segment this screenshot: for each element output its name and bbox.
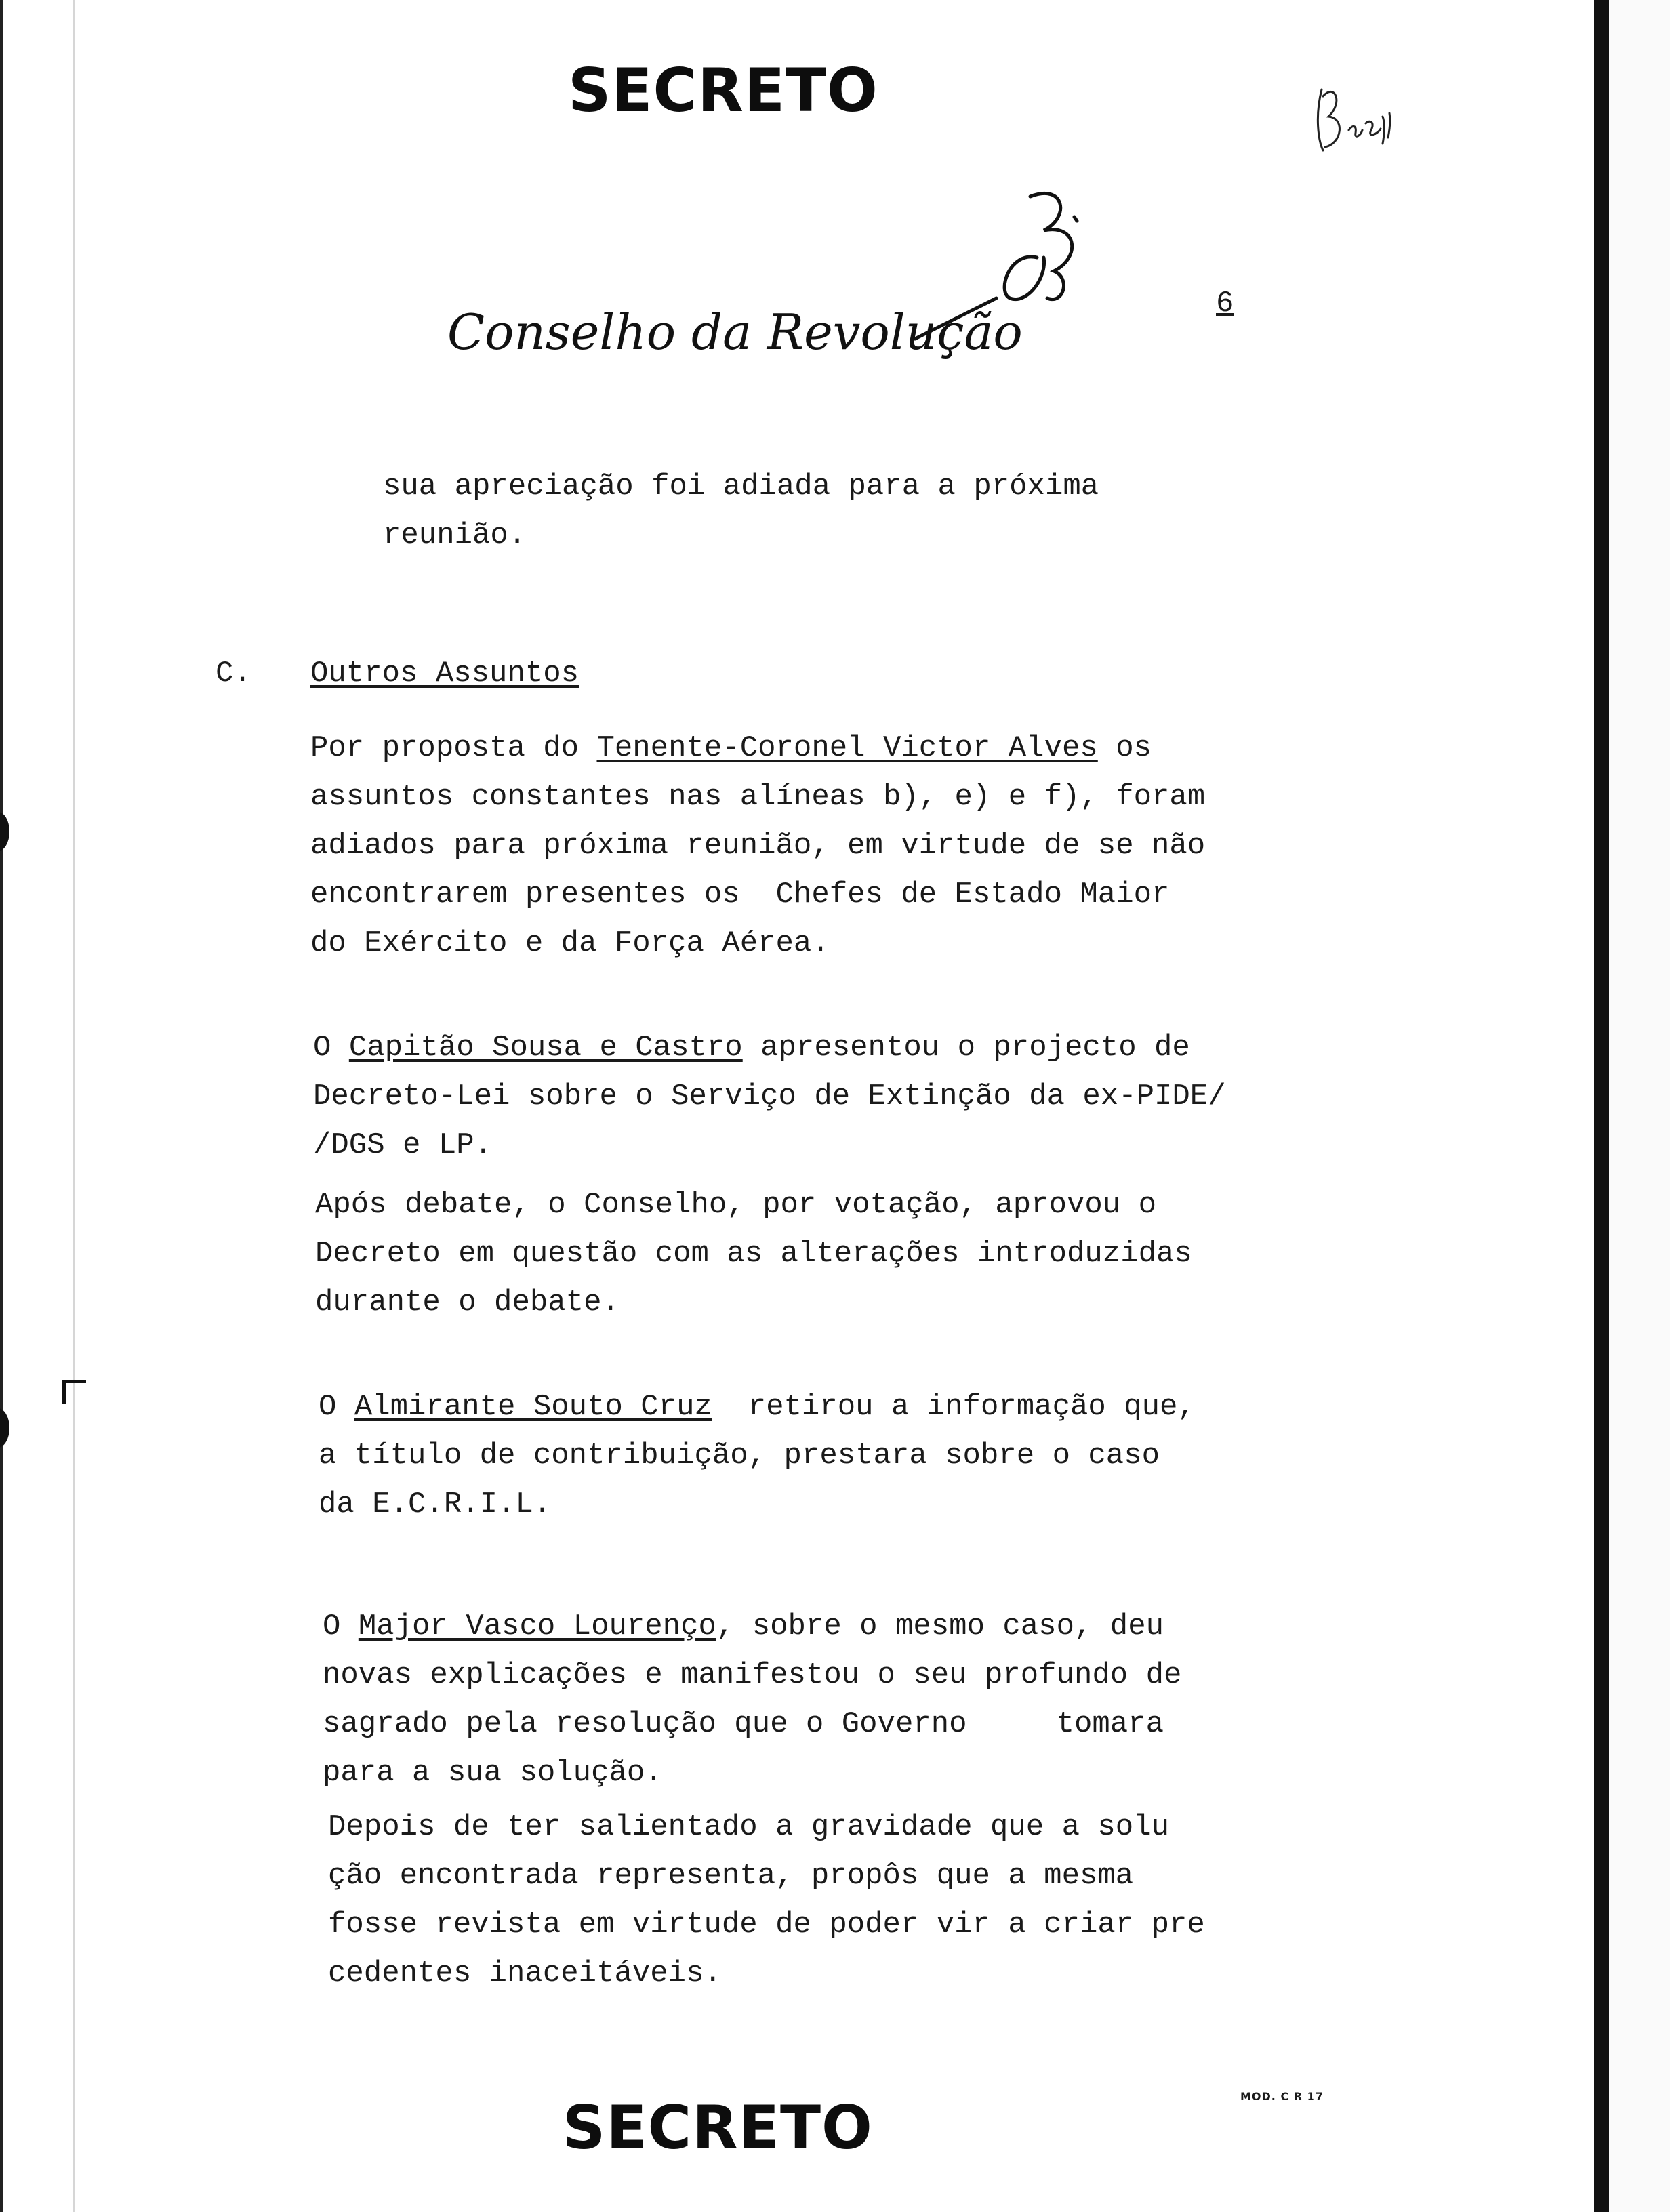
handwritten-initials: [1308, 76, 1410, 164]
scan-edge-right: [1594, 0, 1609, 2212]
text-line: assuntos constantes nas alíneas b), e) e f), foram: [310, 780, 1206, 814]
text-line: para a sua solução.: [323, 1756, 663, 1790]
text-line: Decreto em questão com as alterações introduzidas: [315, 1237, 1192, 1271]
text-run: apresentou o projecto de: [742, 1031, 1190, 1065]
text-line: fosse revista em virtude de poder vir a criar pre: [328, 1908, 1205, 1942]
text-line: Depois de ter salientado a gravidade que a solu: [328, 1810, 1170, 1844]
classification-stamp-bottom: SECRETO: [563, 2093, 873, 2163]
text-line: ção encontrada representa, propôs que a mesma: [328, 1859, 1134, 1893]
scan-guide-line: [73, 0, 75, 2212]
text-line: Após debate, o Conselho, por votação, aprovou o: [315, 1188, 1157, 1222]
scan-edge-left: [0, 0, 3, 2212]
text-line: do Exército e da Força Aérea.: [310, 926, 830, 960]
paragraph-vasco-lourenco: [323, 1602, 1181, 1797]
form-code: MOD. C R 17: [1240, 2090, 1324, 2103]
text-line: novas explicações e manifestou o seu profundo de: [323, 1658, 1182, 1692]
scan-margin-right: [1609, 0, 1670, 2212]
text-line: a título de contribuição, prestara sobre o caso: [319, 1439, 1160, 1473]
text-line: adiados para próxima reunião, em virtude de se não: [310, 829, 1206, 863]
text-run: os: [1097, 731, 1152, 765]
text-line: durante o debate.: [315, 1286, 619, 1319]
text-line: sua apreciação foi adiada para a próxima: [383, 470, 1099, 504]
paragraph-sousa-castro: [313, 1023, 1226, 1170]
text-run: Por proposta do: [310, 731, 597, 765]
person-name: Major Vasco Lourenço: [358, 1610, 716, 1643]
classification-stamp-top: SECRETO: [568, 56, 878, 125]
paragraph-debate: [315, 1181, 1192, 1327]
text-line: /DGS e LP.: [313, 1128, 493, 1162]
text-run: O: [323, 1610, 359, 1643]
letterhead: Conselho da Revolução: [447, 304, 1023, 361]
person-name: Capitão Sousa e Castro: [348, 1031, 743, 1065]
text-line: Decreto-Lei sobre o Serviço de Extinção da ex-PIDE/: [313, 1080, 1226, 1113]
text-line: sagrado pela resolução que o Governo tomara: [323, 1707, 1164, 1741]
text-line: encontrarem presentes os Chefes de Estado Maior: [310, 878, 1170, 912]
paragraph-gravidade: [328, 1803, 1205, 1998]
text-line: reunião.: [383, 518, 527, 552]
person-name: Tenente-Coronel Victor Alves: [596, 731, 1098, 765]
text-line: da E.C.R.I.L.: [319, 1488, 552, 1521]
text-run: O: [313, 1031, 349, 1065]
text-run: retirou a informação que,: [712, 1390, 1196, 1424]
paragraph-souto-cruz: [319, 1382, 1196, 1529]
section-letter: C.: [216, 657, 251, 691]
text-run: , sobre o mesmo caso, deu: [716, 1610, 1164, 1643]
intro-paragraph: [383, 462, 1099, 560]
section-title: Outros Assuntos: [310, 657, 579, 691]
punch-hole: [0, 812, 9, 851]
paragraph-victor-alves: [310, 724, 1205, 968]
corner-mark: [62, 1380, 86, 1404]
page-number: 6: [1216, 287, 1234, 321]
text-run: O: [319, 1390, 354, 1424]
text-line: cedentes inaceitáveis.: [328, 1957, 722, 1990]
person-name: Almirante Souto Cruz: [354, 1390, 712, 1424]
punch-hole: [0, 1408, 9, 1448]
